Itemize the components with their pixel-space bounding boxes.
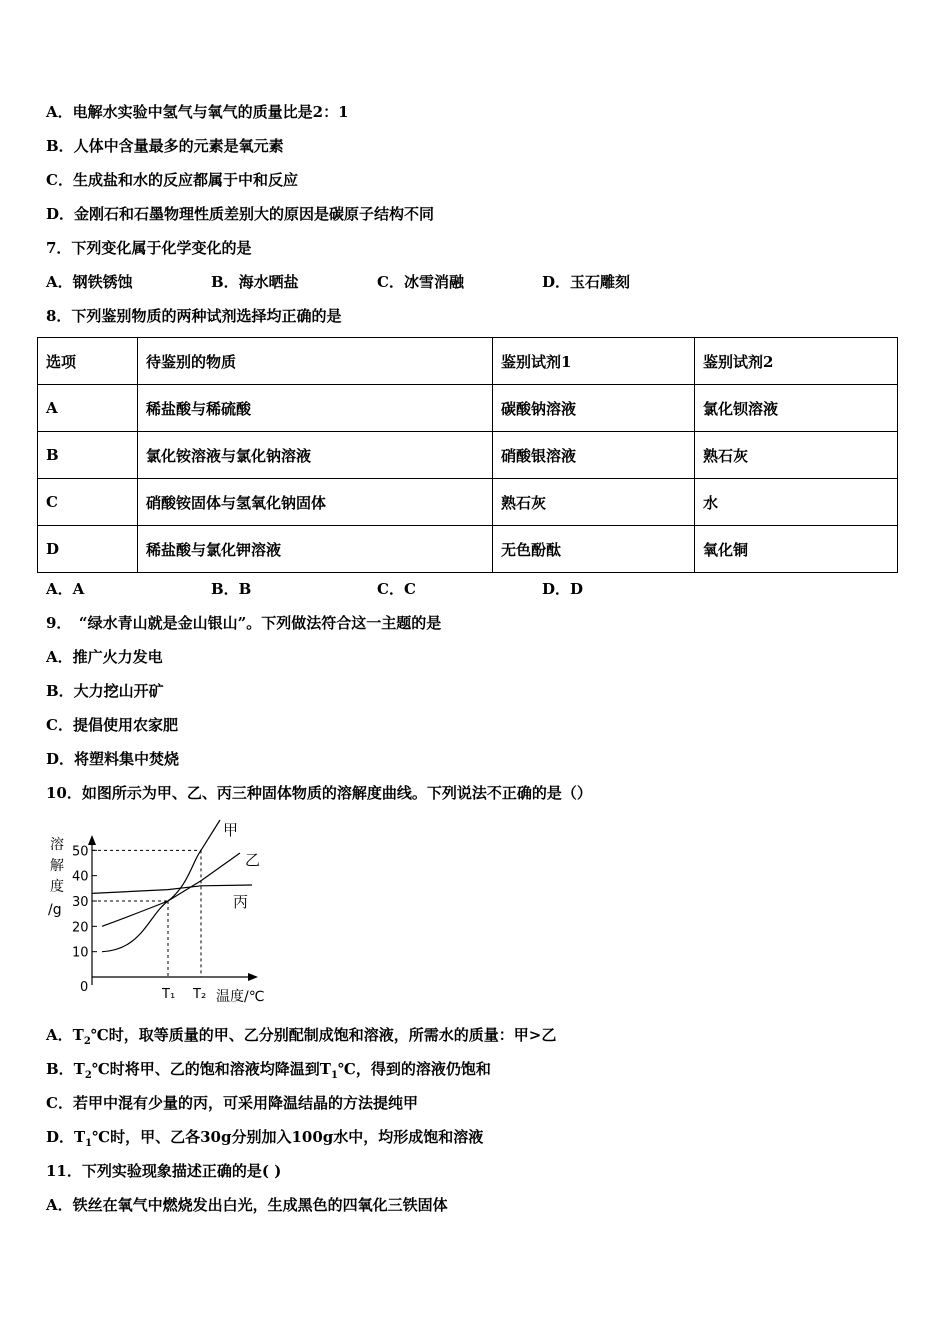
y-tick-label: 10 <box>72 945 89 961</box>
table-cell: D <box>38 526 138 573</box>
table-cell: 碳酸钠溶液 <box>493 385 695 432</box>
table-cell: 无色酚酞 <box>493 526 695 573</box>
q10-option-d-post: ℃时，甲、乙各30g分别加入100g水中，均形成饱和溶液 <box>92 1128 484 1146</box>
q10-option-b-post: ℃，得到的溶液仍饱和 <box>337 1060 491 1078</box>
table-cell: 稀盐酸与稀硫酸 <box>138 385 493 432</box>
q10-option-a-pre: A．T <box>46 1026 84 1044</box>
q9-option-d: D．将塑料集中焚烧 <box>46 750 180 768</box>
q7-option-a: A．钢铁锈蚀 <box>46 273 133 291</box>
table-cell: 氯化钡溶液 <box>695 385 898 432</box>
q10-option-b-sub2: 1 <box>330 1070 338 1081</box>
q10-option-a <box>46 1025 556 1052</box>
q10-option-b-pre: B．T <box>46 1060 85 1078</box>
q8-option-d: D．D <box>542 580 584 598</box>
q10-option-b <box>46 1059 491 1086</box>
q10-option-d-sub: 1 <box>85 1138 93 1149</box>
q9-option-c: C．提倡使用农家肥 <box>46 716 178 734</box>
q8-stem: 8．下列鉴别物质的两种试剂选择均正确的是 <box>46 307 342 325</box>
table-cell: A <box>38 385 138 432</box>
table-cell: 硝酸铵固体与氢氧化钠固体 <box>138 479 493 526</box>
q10-option-a-post: ℃时，取等质量的甲、乙分别配制成饱和溶液，所需水的质量：甲>乙 <box>90 1026 557 1044</box>
table-header-row <box>38 338 898 385</box>
q8-option-b: B．B <box>211 580 252 598</box>
table-cell: C <box>38 479 138 526</box>
table-cell: B <box>38 432 138 479</box>
q10-option-a-sub: 2 <box>83 1036 91 1047</box>
table-row <box>38 526 898 573</box>
q6-option-c: C．生成盐和水的反应都属于中和反应 <box>46 171 298 189</box>
q11-option-a: A．铁丝在氧气中燃烧发出白光，生成黑色的四氧化三铁固体 <box>46 1196 448 1214</box>
y-tick-label: 30 <box>72 895 89 910</box>
table-header: 鉴别试剂2 <box>695 338 898 385</box>
y-axis-label-char: /g <box>48 902 62 918</box>
x-axis-label: 温度/℃ <box>216 989 265 1005</box>
series-lines <box>92 820 252 952</box>
y-axis-label-char: 度 <box>50 879 64 895</box>
table-header: 待鉴别的物质 <box>138 338 493 385</box>
q10-option-c: C．若甲中混有少量的丙，可采用降温结晶的方法提纯甲 <box>46 1094 418 1112</box>
table-cell: 熟石灰 <box>695 432 898 479</box>
table-cell: 氯化铵溶液与氯化钠溶液 <box>138 432 493 479</box>
table-cell: 氧化铜 <box>695 526 898 573</box>
q9-stem: 9． “绿水青山就是金山银山”。下列做法符合这一主题的是 <box>46 614 442 632</box>
series-label-jia: 甲 <box>223 821 239 839</box>
y-axis-label <box>48 836 64 918</box>
y-axis-label-char: 溶 <box>50 837 64 853</box>
q9-option-b: B．大力挖山开矿 <box>46 682 164 700</box>
solubility-chart <box>40 815 280 1005</box>
q9-option-a: A．推广火力发电 <box>46 648 163 666</box>
y-ticks <box>72 844 97 960</box>
table-row <box>38 479 898 526</box>
x-axis-arrow <box>248 973 258 981</box>
q10-option-b-mid: ℃时将甲、乙的饱和溶液均降温到T <box>91 1060 331 1078</box>
guide-lines <box>92 850 201 977</box>
q10-option-d <box>46 1127 483 1154</box>
q10-option-b-sub: 2 <box>84 1070 92 1081</box>
q11-stem: 11．下列实验现象描述正确的是( ) <box>46 1162 282 1180</box>
table-cell: 硝酸银溶液 <box>493 432 695 479</box>
table-header: 鉴别试剂1 <box>493 338 695 385</box>
q8-option-c: C．C <box>377 580 416 598</box>
reagent-table <box>37 337 898 573</box>
x-mark-t2: T₂ <box>193 987 207 1002</box>
q10-option-d-pre: D．T <box>46 1128 86 1146</box>
q7-option-c: C．冰雪消融 <box>377 273 464 291</box>
q6-option-a: A．电解水实验中氢气与氧气的质量比是2：1 <box>46 103 349 121</box>
series-label-yi: 乙 <box>245 851 261 869</box>
x-mark-t1: T₁ <box>162 987 176 1002</box>
series-line-2 <box>92 885 252 893</box>
table-cell: 水 <box>695 479 898 526</box>
y-axis-label-char: 解 <box>50 858 64 874</box>
q7-option-d: D．玉石雕刻 <box>542 273 631 291</box>
q6-option-d: D．金刚石和石墨物理性质差别大的原因是碳原子结构不同 <box>46 205 435 223</box>
table-row <box>38 432 898 479</box>
q7-stem: 7．下列变化属于化学变化的是 <box>46 239 252 257</box>
origin-label: 0 <box>80 980 89 995</box>
y-axis-arrow <box>88 835 96 845</box>
q10-stem: 10．如图所示为甲、乙、丙三种固体物质的溶解度曲线。下列说法不正确的是（） <box>46 784 592 802</box>
q8-option-a: A．A <box>46 580 85 598</box>
q7-option-b: B．海水晒盐 <box>211 273 299 291</box>
table-cell: 稀盐酸与氯化钾溶液 <box>138 526 493 573</box>
y-tick-label: 20 <box>72 920 89 936</box>
q6-option-b: B．人体中含量最多的元素是氧元素 <box>46 137 284 155</box>
y-tick-label: 50 <box>72 844 89 860</box>
series-label-bing: 丙 <box>233 893 249 911</box>
table-cell: 熟石灰 <box>493 479 695 526</box>
y-tick-label: 40 <box>72 869 89 885</box>
table-header: 选项 <box>38 338 138 385</box>
table-row <box>38 385 898 432</box>
